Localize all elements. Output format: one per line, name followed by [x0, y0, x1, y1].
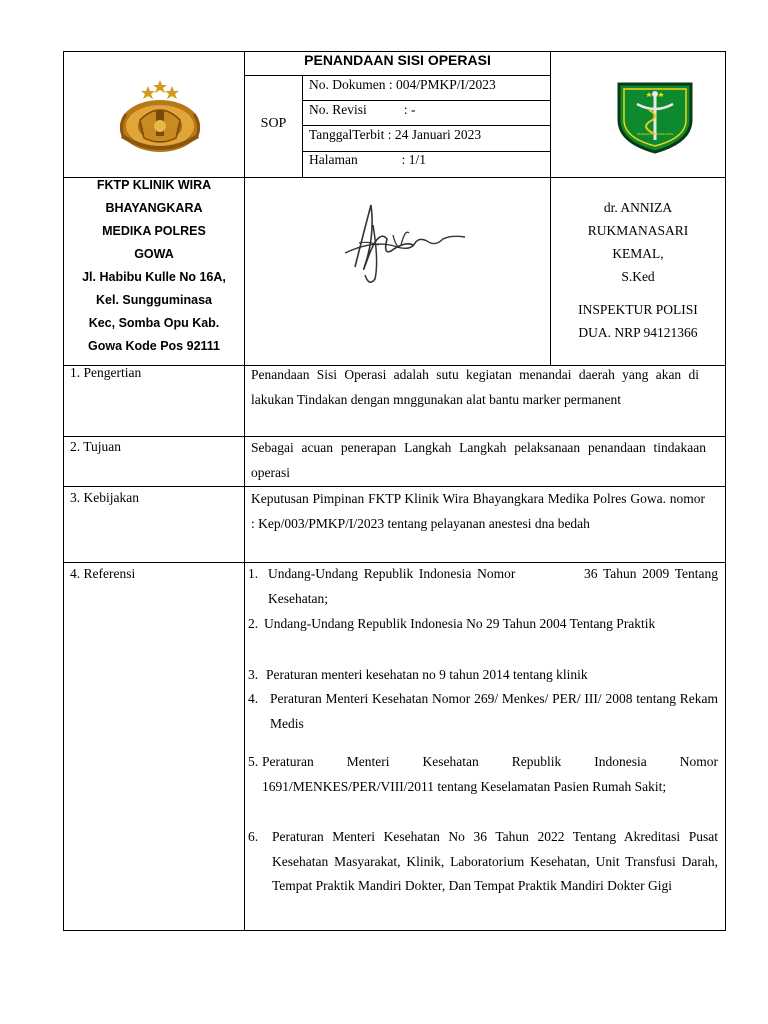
doctor-info [551, 196, 725, 344]
doctor-rank-line: INSPEKTUR POLISI [578, 302, 698, 317]
clinic-name-line: BHAYANGKARA [105, 201, 203, 215]
sop-label: SOP [260, 116, 287, 131]
list-item [248, 750, 718, 799]
clinic-name-line: MEDIKA POLRES [102, 224, 206, 238]
reference-number: 2. [248, 616, 259, 631]
page-number: Halaman : 1/1 [309, 152, 426, 167]
section-text-pengertian: Penandaan Sisi Operasi adalah sutu kegiatan menandai daerah yang akan di lakukan Tindakan dengan mnggunakan alat bantu marker permanent [251, 367, 699, 407]
list-item [248, 612, 704, 637]
doctor-name-line: dr. ANNIZA [603, 200, 673, 215]
doctor-name-line: KEMAL, [612, 246, 664, 261]
reference-number: 4. [248, 691, 259, 706]
clinic-address-line: Kec, Somba Opu Kab. [88, 316, 220, 330]
issue-date: TanggalTerbit : 24 Januari 2023 [309, 127, 482, 142]
reference-number: 6. [248, 829, 259, 844]
list-item [248, 687, 718, 736]
clinic-address-line: Gowa Kode Pos 92111 [87, 339, 220, 353]
reference-text: Peraturan Menteri Kesehatan Nomor 269/ Menkes/ PER/ III/ 2008 tentang Rekam Medis [270, 691, 718, 731]
revision-number: No. Revisi : - [309, 102, 416, 117]
police-emblem-logo [110, 72, 210, 162]
clinic-address-line: Jl. Habibu Kulle No 16A, [82, 270, 226, 284]
reference-text: Peraturan menteri kesehatan no 9 tahun 2014 tentang klinik [266, 667, 588, 682]
clinic-address-line: Kel. Sungguminasa [96, 293, 212, 307]
section-text-kebijakan: Keputusan Pimpinan FKTP Klinik Wira Bhayangkara Medika Polres Gowa. nomor : Kep/003/PMKP/I/2023 tentang pelayanan anestesi dna bedah [251, 491, 705, 531]
logo-caption: KESEHATAN KESEHATAN [636, 132, 674, 136]
clinic-info [64, 174, 244, 358]
clinic-name-line: GOWA [134, 247, 174, 261]
reference-number: 5. [248, 754, 259, 769]
list-item [248, 663, 718, 688]
document-title: PENANDAAN SISI OPERASI [304, 52, 491, 68]
list-item [248, 562, 722, 611]
doctor-name-line: S.Ked [621, 269, 655, 284]
clinic-name-line: FKTP KLINIK WIRA [96, 178, 212, 192]
section-label-pengertian: 1. Pengertian [70, 365, 142, 380]
list-item [248, 825, 718, 899]
section-label-kebijakan: 3. Kebijakan [70, 490, 139, 505]
reference-text: Peraturan Menteri Kesehatan Republik Indonesia Nomor 1691/MENKES/PER/VIII/2011 tentang Keselamatan Pasien Rumah Sakit; [262, 754, 718, 794]
reference-number: 1. [248, 566, 259, 581]
section-label-referensi: 4. Referensi [70, 566, 136, 581]
reference-number: 3. [248, 667, 259, 682]
reference-text: Peraturan Menteri Kesehatan No 36 Tahun 2022 Tentang Akreditasi Pusat Kesehatan Masyarakat, Klinik, Laboratorium Kesehatan, Unit Transfusi Darah, Tempat Praktik Mandiri Dokter, Dan Tempat Praktik Mandiri Dokter Gigi [272, 829, 718, 893]
section-text-tujuan: Sebagai acuan penerapan Langkah Langkah pelaksanaan penandaan tindakaan operasi [251, 440, 706, 480]
reference-text: Undang-Undang Republik Indonesia No 29 Tahun 2004 Tentang Praktik [264, 616, 656, 631]
section-label-tujuan: 2. Tujuan [70, 439, 122, 454]
doctor-name-line: RUKMANASARI [587, 223, 689, 238]
health-shield-logo [615, 80, 695, 154]
reference-text: Undang-Undang Republik Indonesia Nomor 36 Tahun 2009 Tentang Kesehatan; [268, 566, 722, 606]
signature-image [335, 195, 470, 295]
doc-number: No. Dokumen : 004/PMKP/I/2023 [309, 77, 496, 92]
doctor-rank-line: DUA. NRP 94121366 [578, 325, 698, 340]
